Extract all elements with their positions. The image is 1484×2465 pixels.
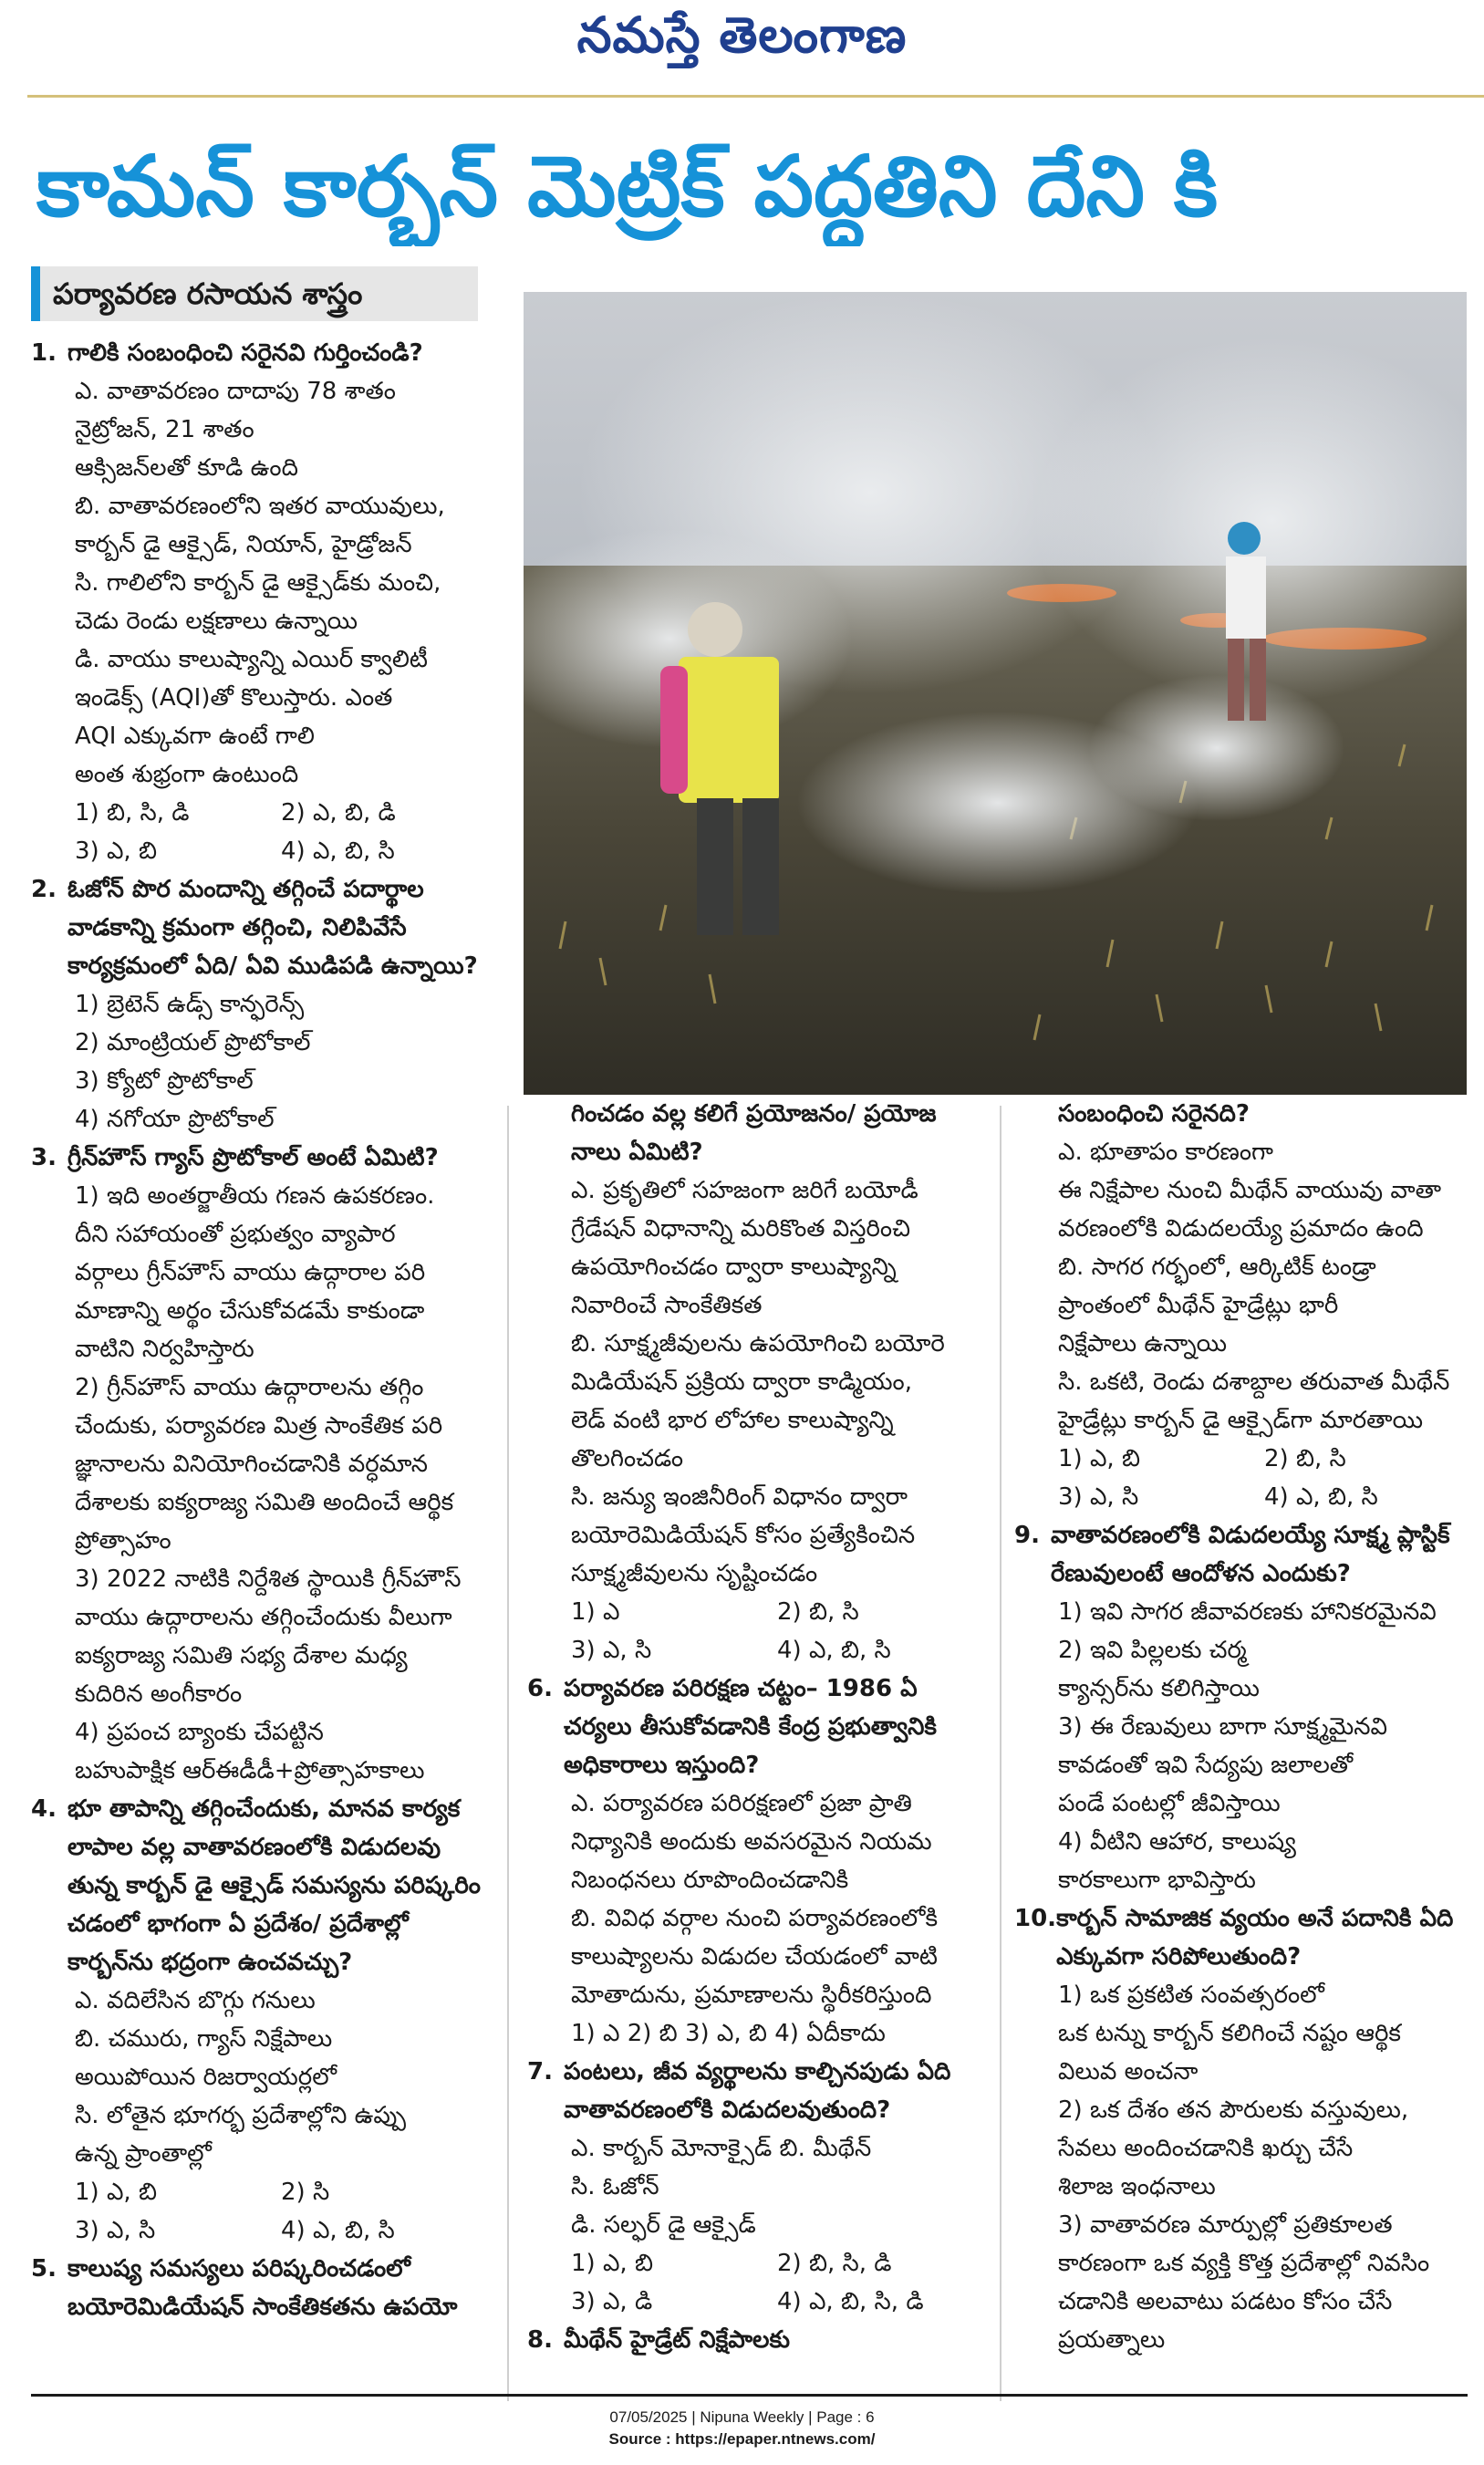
- question-text: పర్యావరణ పరిరక్షణ చట్టం– 1986 ఏ చర్యలు తీసుకోవడానికి కేంద్ర ప్రభుత్వానికి అధికారాలు ఇస్తుంది?: [564, 1675, 937, 1779]
- statement-line: చెడు రెండు లక్షణాలు ఉన్నాయి: [75, 608, 358, 635]
- question-6-statements: [527, 1784, 983, 2053]
- question-5-cont-head: [527, 1095, 983, 1171]
- footer-divider: [31, 2394, 1468, 2397]
- question-9-head: [1014, 1516, 1470, 1593]
- option: 3) ఎ, బి: [75, 837, 158, 865]
- question-text: గించడం వల్ల కలిగే ప్రయోజనం/ ప్రయోజ నాలు ఏమిటి?: [571, 1100, 937, 1166]
- farm-fire-photo: [524, 292, 1467, 1095]
- option: 1) బి, సి, డి: [75, 799, 190, 827]
- statement-line: ఇండెక్స్ (AQI)తో కొలుస్తారు. ఎంత: [75, 684, 393, 712]
- question-number: 3.: [31, 1144, 57, 1171]
- option: 2) బి, సి, డి: [777, 2250, 892, 2277]
- column-1: [31, 334, 487, 2326]
- option-line: ఐక్యరాజ్య సమితి సభ్య దేశాల మధ్య: [75, 1642, 408, 1669]
- option-line: ఒక టన్ను కార్బన్ కలిగించే నష్టం ఆర్థిక: [1058, 2020, 1401, 2047]
- question-8-continued: [1014, 1095, 1470, 1516]
- statement-line: వరణంలోకి విడుదలయ్యే ప్రమాదం ఉంది: [1058, 1215, 1424, 1243]
- option-line: వాటిని నిర్వహిస్తారు: [75, 1336, 254, 1363]
- options-row: [31, 2211, 487, 2250]
- question-text: పంటలు, జీవ వ్యర్థాలను కాల్చినపుడు ఏది వాతావరణంలోకి విడుదలవుతుంది?: [564, 2058, 951, 2124]
- statement-line: ఈ నిక్షేపాల నుంచి మీథేన్ వాయువు వాతా: [1058, 1177, 1441, 1204]
- statement-line: గ్రేడేషన్ విధానాన్ని మరికొంత విస్తరించి: [571, 1215, 910, 1243]
- statement-line: నిధ్యానికి అందుకు అవసరమైన నియమ: [571, 1828, 932, 1856]
- question-1-head: [31, 334, 487, 372]
- statement-line: హైడ్రేట్లు కార్బన్ డై ఆక్సైడ్‌గా మారతాయి: [1058, 1407, 1424, 1434]
- question-2: [31, 870, 487, 1139]
- option: 4) ఎ, బి, సి: [281, 837, 395, 865]
- option-line: కారకాలుగా భావిస్తారు: [1058, 1867, 1256, 1894]
- question-number: 1.: [31, 339, 57, 367]
- option: 4) ఎ, బి, సి, డి: [777, 2288, 924, 2315]
- question-text: కార్బన్ సామాజిక వ్యయం అనే పదానికి ఏది ఎక్కువగా సరిపోలుతుంది?: [1056, 1905, 1454, 1971]
- question-8-cont-head: [1014, 1095, 1470, 1133]
- option-line: 2) ఇవి పిల్లలకు చర్మ: [1058, 1637, 1247, 1664]
- question-5-statements: [527, 1171, 983, 1593]
- option: 3) ఎ, సి: [1058, 1483, 1139, 1511]
- statement-line: సి. ఓజోన్: [571, 2173, 659, 2200]
- question-text: గాలికి సంబంధించి సరైనవి గుర్తించండి?: [67, 339, 423, 367]
- option-line: దేశాలకు ఐక్యరాజ్య సమితి అందించే ఆర్థిక: [75, 1489, 454, 1516]
- question-1-statements: [31, 372, 487, 794]
- statement-line: ఎ. వదిలేసిన బొగ్గు గనులు: [75, 1987, 316, 2014]
- options-row: [1014, 1478, 1470, 1516]
- masthead-divider: [27, 95, 1484, 98]
- statement-line: నివారించే సాంకేతికత: [571, 1292, 763, 1319]
- question-3: [31, 1139, 487, 1790]
- statement-line: నిబంధనలు రూపొందించడానికి: [571, 1867, 849, 1894]
- statement-line: డి. వాయు కాలుష్యాన్ని ఎయిర్ క్వాలిటీ: [75, 646, 428, 673]
- statement-line: నిక్షేపాలు ఉన్నాయి: [1058, 1330, 1228, 1357]
- question-2-head: [31, 870, 487, 985]
- statement-line: ఉన్న ప్రాంతాల్లో: [75, 2140, 212, 2168]
- option: 1) ఎ, బి: [75, 2179, 158, 2206]
- options-row: [1014, 1440, 1470, 1478]
- farm-fire-illustration: [524, 292, 1467, 1095]
- page-headline: కామన్ కార్బన్ మెట్రిక్ పద్ధతిని దేని కి: [36, 138, 1219, 235]
- option: 1) బ్రెటెన్ ఉడ్స్ కాన్ఫరెన్స్: [75, 991, 305, 1018]
- masthead: [0, 0, 1484, 91]
- question-6-head: [527, 1669, 983, 1784]
- option-line: 2) గ్రీన్‌హౌస్ వాయు ఉద్గారాలను తగ్గిం: [75, 1374, 424, 1401]
- statement-line: సి. ఒకటి, రెండు దశాబ్దాల తరువాత మీథేన్: [1058, 1368, 1450, 1396]
- option-line: క్యాన్సర్‌ను కలిగిస్తాయి: [1058, 1675, 1260, 1702]
- question-number: 6.: [527, 1675, 553, 1702]
- question-number: 2.: [31, 876, 57, 903]
- statement-line: డి. సల్ఫర్ డై ఆక్సైడ్: [571, 2211, 756, 2239]
- statement-line: AQI ఎక్కువగా ఉంటే గాలి: [75, 723, 315, 750]
- question-5-head: [31, 2250, 487, 2326]
- statement-line: కార్బన్ డై ఆక్సైడ్, నియాన్, హైడ్రోజన్: [75, 531, 412, 558]
- options-row: [31, 832, 487, 870]
- column-2: [527, 1095, 983, 2359]
- question-text: సంబంధించి సరైనది?: [1058, 1100, 1250, 1128]
- question-number: 4.: [31, 1795, 57, 1823]
- option-line: 2) ఒక దేశం తన పౌరులకు వస్తువులు,: [1058, 2096, 1409, 2124]
- statement-line: బి. వాతావరణంలోని ఇతర వాయువులు,: [75, 493, 445, 520]
- statement-line: సి. గాలిలోని కార్బన్ డై ఆక్సైడ్‌కు మంచి,: [75, 569, 441, 597]
- statement-line: బి. చమురు, గ్యాస్ నిక్షేపాలు: [75, 2025, 333, 2053]
- statement-line: నైట్రోజన్, 21 శాతం: [75, 416, 254, 443]
- statement-line: ఆక్సిజన్‌లతో కూడి ఉంది: [75, 454, 298, 482]
- column-divider: [507, 1106, 509, 2401]
- statement-line: బయోరెమిడియేషన్ కోసం ప్రత్యేకించిన: [571, 1522, 916, 1549]
- statement-line: అంత శుభ్రంగా ఉంటుంది: [75, 761, 299, 788]
- option-line: కావడంతో ఇవి సేద్యపు జలాలతో: [1058, 1752, 1354, 1779]
- option-line: కారణంగా ఒక వ్యక్తి కొత్త ప్రదేశాల్లో నివసిం: [1058, 2250, 1430, 2277]
- question-text: భూ తాపాన్ని తగ్గించేందుకు, మానవ కార్యక లాపాల వల్ల వాతావరణంలోకి విడుదలవు తున్న కార్బన్ డై ఆక్సైడ్ సమస్యను పరిష్కరిం చడంలో భాగంగా ఏ ప్రదేశం/ ప్రదేశాల్లో కార్బన్‌ను భద్రంగా ఉంచవచ్చు?: [67, 1795, 481, 1976]
- question-4-head: [31, 1790, 487, 1981]
- question-3-options: [31, 1177, 487, 1790]
- question-number: 10.: [1014, 1905, 1057, 1932]
- question-9-options: [1014, 1593, 1470, 1899]
- statement-line: ఉపయోగించడం ద్వారా కాలుష్యాన్ని: [571, 1253, 897, 1281]
- option-line: ప్రయత్నాలు: [1058, 2326, 1166, 2354]
- option-line: విలువ అంచనా: [1058, 2058, 1199, 2085]
- option-line: 1) ఒక ప్రకటిత సంవత్సరంలో: [1058, 1981, 1324, 2009]
- statement-line: మిడియేషన్ ప్రక్రియ ద్వారా కాడ్మియం,: [571, 1368, 912, 1396]
- option-line: వర్గాలు గ్రీన్‌హౌస్ వాయు ఉద్గారాల పరి: [75, 1259, 426, 1286]
- option-line: 4) వీటిని ఆహార, కాలుష్య: [1058, 1828, 1296, 1856]
- option: 2) ఎ, బి, డి: [281, 799, 396, 827]
- option-line: 1) ఇవి సాగర జీవావరణకు హానికరమైనవి: [1058, 1598, 1437, 1626]
- question-6: [527, 1669, 983, 2053]
- question-10-head: [1014, 1899, 1470, 1976]
- option: 4) ఎ, బి, సి: [777, 1637, 891, 1664]
- option-line: జ్ఞానాలను వినియోగించడానికి వర్ధమాన: [75, 1451, 428, 1478]
- option-line: చేందుకు, పర్యావరణ మిత్ర సాంకేతిక పరి: [75, 1412, 443, 1440]
- statement-line: ఎ. కార్బన్ మోనాక్సైడ్ బి. మీథేన్: [571, 2135, 872, 2162]
- statement-line: ప్రాంతంలో మీథేన్ హైడ్రేట్లు భారీ: [1058, 1292, 1339, 1319]
- option: 2) బి, సి: [777, 1598, 859, 1626]
- question-10: [1014, 1899, 1470, 2359]
- section-label: పర్యావరణ రసాయన శాస్త్రం: [31, 266, 478, 321]
- question-3-head: [31, 1139, 487, 1177]
- option-line: కుదిరిన అంగీకారం: [75, 1680, 243, 1708]
- question-number: 9.: [1014, 1522, 1040, 1549]
- option-line: ప్రోత్సాహం: [75, 1527, 171, 1555]
- statement-line: ఎ. పర్యావరణ పరిరక్షణలో ప్రజా ప్రాతి: [571, 1790, 912, 1817]
- statement-line: సి. జన్యు ఇంజినీరింగ్ విధానం ద్వారా: [571, 1483, 908, 1511]
- option: 3) క్యోటో ప్రొటోకాల్: [75, 1067, 254, 1095]
- statement-line: ఎ. భూతాపం కారణంగా: [1058, 1139, 1273, 1166]
- option-line: 3) 2022 నాటికి నిర్దేశిత స్థాయికి గ్రీన్‌హౌస్: [75, 1565, 462, 1593]
- question-5-continued: [527, 1095, 983, 1669]
- option: 4) ఎ, బి, సి: [281, 2217, 395, 2244]
- option: 1) ఎ, బి: [571, 2250, 654, 2277]
- question-1: [31, 334, 487, 870]
- question-text: వాతావరణంలోకి విడుదలయ్యే సూక్ష్మ ప్లాస్టిక్ రేణువులంటే ఆందోళన ఎందుకు?: [1051, 1522, 1450, 1587]
- statement-line: బి. సాగర గర్భంలో, ఆర్కిటిక్ టండ్రా: [1058, 1253, 1376, 1281]
- question-number: 7.: [527, 2058, 553, 2085]
- options-line: 1) ఎ 2) బి 3) ఎ, బి 4) ఏదీకాదు: [571, 2020, 886, 2047]
- statement-line: తొలగించడం: [571, 1445, 684, 1472]
- question-4-statements: [31, 1981, 487, 2173]
- question-2-options: [31, 985, 487, 1139]
- footer-edition-info: 07/05/2025 | Nipuna Weekly | Page : 6: [609, 2408, 875, 2426]
- newspaper-logo: నమస్తే తెలంగాణ: [576, 5, 908, 64]
- options-row: [527, 2283, 983, 2321]
- statement-line: లెడ్ వంటి భార లోహాల కాలుష్యాన్ని: [571, 1407, 894, 1434]
- options-row: [31, 794, 487, 832]
- option-line: చడానికి అలవాటు పడటం కోసం చేసే: [1058, 2288, 1393, 2315]
- option: 2) మాంట్రియల్ ప్రొటోకాల్: [75, 1029, 311, 1056]
- option-line: 3) వాతావరణ మార్పుల్లో ప్రతికూలత: [1058, 2211, 1393, 2239]
- options-row: [527, 1631, 983, 1669]
- question-4: [31, 1790, 487, 2250]
- question-text: మీథేన్ హైడ్రేట్ నిక్షేపాలకు: [564, 2326, 791, 2354]
- question-5: [31, 2250, 487, 2326]
- option-line: 3) ఈ రేణువులు బాగా సూక్ష్మమైనవి: [1058, 1713, 1388, 1741]
- option: 2) సి: [281, 2179, 330, 2206]
- question-7: [527, 2053, 983, 2321]
- statement-line: సి. లోతైన భూగర్భ ప్రదేశాల్లోని ఉప్పు: [75, 2102, 407, 2129]
- option: 3) ఎ, సి: [75, 2217, 156, 2244]
- option-line: దీని సహాయంతో ప్రభుత్వం వ్యాపార: [75, 1221, 396, 1248]
- option: 4) ఎ, బి, సి: [1264, 1483, 1378, 1511]
- statement-line: బి. సూక్ష్మజీవులను ఉపయోగించి బయోరె: [571, 1330, 945, 1357]
- statement-line: ఎ. ప్రకృతిలో సహజంగా జరిగే బయోడీ: [571, 1177, 918, 1204]
- option-line: 4) ప్రపంచ బ్యాంకు చేపట్టిన: [75, 1719, 324, 1746]
- question-8: [527, 2321, 983, 2359]
- option-line: బహుపాక్షిక ఆర్‌ఈడీడీ+ప్రోత్సాహకాలు: [75, 1757, 425, 1784]
- option-line: శిలాజ ఇంధనాలు: [1058, 2173, 1216, 2200]
- option: 1) ఎ, బి: [1058, 1445, 1141, 1472]
- question-number: 8.: [527, 2326, 553, 2354]
- footer-source-link[interactable]: Source : https://epaper.ntnews.com/: [608, 2430, 876, 2448]
- statement-line: మోతాదును, ప్రమాణాలను స్థిరీకరిస్తుంది: [571, 1981, 932, 2009]
- statement-line: ఎ. వాతావరణం దాదాపు 78 శాతం: [75, 378, 396, 405]
- option: 1) ఎ: [571, 1598, 620, 1626]
- option-line: మాణాన్ని అర్థం చేసుకోవడమే కాకుండా: [75, 1297, 425, 1325]
- option-line: వాయు ఉద్గారాలను తగ్గించేందుకు వీలుగా: [75, 1604, 452, 1631]
- question-7-statements: [527, 2129, 983, 2244]
- option: 3) ఎ, సి: [571, 1637, 652, 1664]
- option-line: పండే పంటల్లో జీవిస్తాయి: [1058, 1790, 1281, 1817]
- question-8-statements: [1014, 1133, 1470, 1440]
- question-text: గ్రీన్‌హౌస్ గ్యాస్ ప్రొటోకాల్ అంటే ఏమిటి?: [67, 1144, 439, 1171]
- question-8-head: [527, 2321, 983, 2359]
- statement-line: సూక్ష్మజీవులను సృష్టించడం: [571, 1560, 818, 1587]
- question-number: 5.: [31, 2255, 57, 2283]
- column-3: [1014, 1095, 1470, 2359]
- option-line: సేవలు అందించడానికి ఖర్చు చేసే: [1058, 2135, 1354, 2162]
- option: 2) బి, సి: [1264, 1445, 1346, 1472]
- question-text: ఓజోన్ పొర మందాన్ని తగ్గించే పదార్థాల వాడకాన్ని క్రమంగా తగ్గించి, నిలిపివేసే కార్యక్రమంలో ఏది/ ఏవి ముడిపడి ఉన్నాయి?: [67, 876, 478, 980]
- options-row: [527, 1593, 983, 1631]
- option: 4) నగోయా ప్రొటోకాల్: [75, 1106, 275, 1133]
- option-line: 1) ఇది అంతర్జాతీయ గణన ఉపకరణం.: [75, 1182, 435, 1210]
- statement-line: కాలుష్యాలను విడుదల చేయడంలో వాటి: [571, 1943, 938, 1971]
- question-10-options: [1014, 1976, 1470, 2359]
- question-9: [1014, 1516, 1470, 1899]
- statement-line: అయిపోయిన రిజర్వాయర్లలో: [75, 2064, 337, 2091]
- options-row: [31, 2173, 487, 2211]
- column-divider: [1000, 1106, 1001, 2401]
- question-text: కాలుష్య సమస్యలు పరిష్కరించడంలో బయోరెమిడియేషన్ సాంకేతికతను ఉపయో: [67, 2255, 458, 2321]
- option: 3) ఎ, డి: [571, 2288, 653, 2315]
- question-7-head: [527, 2053, 983, 2129]
- statement-line: బి. వివిధ వర్గాల నుంచి పర్యావరణంలోకి: [571, 1905, 939, 1932]
- options-row: [527, 2244, 983, 2283]
